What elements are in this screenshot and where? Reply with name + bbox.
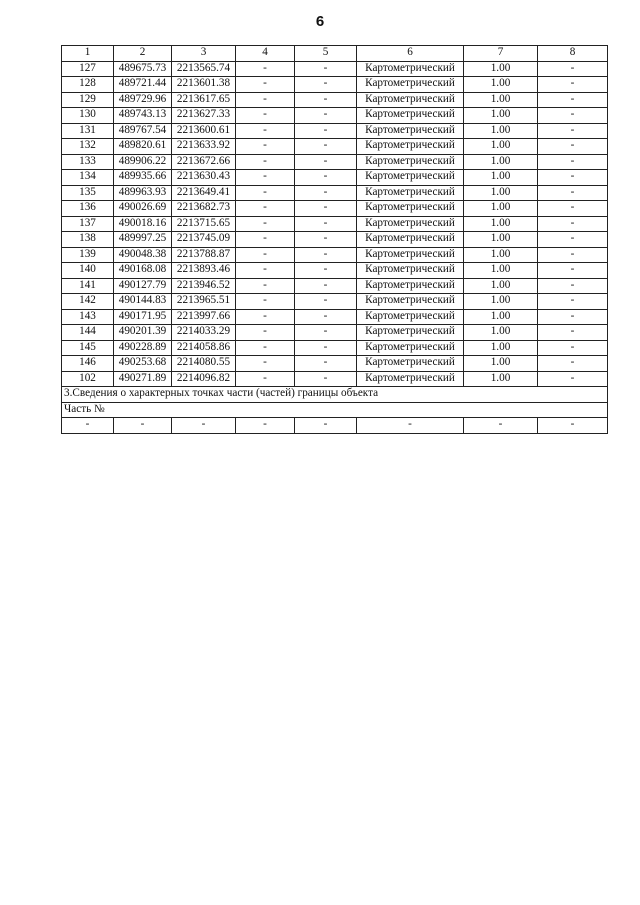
table-cell: - [295,170,357,186]
table-cell: 490253.68 [114,356,172,372]
table-cell: 135 [62,185,114,201]
section-title-row [62,387,608,403]
table-cell: 490168.08 [114,263,172,279]
table-row [62,201,608,217]
table-cell: 1.00 [464,201,538,217]
table-cell: 1.00 [464,170,538,186]
table-cell: 489963.93 [114,185,172,201]
table-row [62,92,608,108]
table-cell: Картометрический [357,371,464,387]
table-cell: Картометрический [357,77,464,93]
boundary-points-table [61,45,608,434]
table-cell: - [236,263,295,279]
table-cell: 127 [62,61,114,77]
table-cell: - [538,154,608,170]
table-cell: 489906.22 [114,154,172,170]
table-cell: - [538,61,608,77]
table-cell: 1.00 [464,340,538,356]
table-cell: Картометрический [357,278,464,294]
table-row [62,356,608,372]
empty-cell: - [295,418,357,434]
table-cell: 2213893.46 [172,263,236,279]
table-cell: - [236,123,295,139]
table-cell: 490144.83 [114,294,172,310]
table-cell: - [295,263,357,279]
table-cell: Картометрический [357,108,464,124]
table-cell: 489935.66 [114,170,172,186]
header-cell: 5 [295,46,357,62]
table-row [62,278,608,294]
table-row [62,108,608,124]
table-cell: - [236,77,295,93]
table-row [62,247,608,263]
table-row [62,216,608,232]
table-cell: Картометрический [357,170,464,186]
table-row [62,170,608,186]
empty-cell: - [62,418,114,434]
table-cell: - [295,371,357,387]
empty-row [62,418,608,434]
table-cell: 1.00 [464,232,538,248]
header-cell: 6 [357,46,464,62]
table-cell: 489767.54 [114,123,172,139]
table-cell: - [295,278,357,294]
table-cell: - [538,247,608,263]
table-cell: - [295,185,357,201]
table-cell: 128 [62,77,114,93]
table-cell: 490048.38 [114,247,172,263]
table-cell: - [236,201,295,217]
table-cell: 2214033.29 [172,325,236,341]
table-cell: 133 [62,154,114,170]
table-cell: - [295,247,357,263]
table-cell: - [236,139,295,155]
table-cell: 1.00 [464,108,538,124]
table-cell: 490018.16 [114,216,172,232]
header-cell: 8 [538,46,608,62]
table-cell: 143 [62,309,114,325]
table-cell: 1.00 [464,356,538,372]
table-cell: - [538,232,608,248]
table-cell: 1.00 [464,278,538,294]
table-cell: 102 [62,371,114,387]
table-cell: 130 [62,108,114,124]
table-cell: 136 [62,201,114,217]
table-cell: - [295,61,357,77]
table-cell: 2213672.66 [172,154,236,170]
table-row [62,185,608,201]
table-cell: 1.00 [464,185,538,201]
table-cell: - [538,77,608,93]
table-cell: - [236,309,295,325]
table-cell: 2213633.92 [172,139,236,155]
table-cell: - [295,154,357,170]
empty-cell: - [357,418,464,434]
table-cell: - [538,340,608,356]
empty-cell: - [172,418,236,434]
table-cell: 2213565.74 [172,61,236,77]
empty-cell: - [538,418,608,434]
part-label-row [62,402,608,418]
table-cell: Картометрический [357,309,464,325]
table-cell: Картометрический [357,232,464,248]
table-cell: 1.00 [464,309,538,325]
part-label: Часть № [62,402,608,418]
table-cell: - [538,108,608,124]
table-cell: - [236,294,295,310]
table-cell: - [538,201,608,217]
table-cell: - [236,232,295,248]
table-cell: - [295,232,357,248]
table-cell: - [236,247,295,263]
table-row [62,61,608,77]
table-cell: - [295,294,357,310]
table-body [62,46,608,434]
table-cell: - [236,154,295,170]
table-cell: 490271.89 [114,371,172,387]
page-number: 6 [315,13,325,30]
table-cell: - [538,263,608,279]
table-cell: - [538,139,608,155]
table-cell: 2213965.51 [172,294,236,310]
table-cell: 138 [62,232,114,248]
table-cell: Картометрический [357,92,464,108]
table-cell: - [295,77,357,93]
table-cell: - [236,371,295,387]
table-cell: - [236,108,295,124]
table-cell: - [538,185,608,201]
empty-cell: - [464,418,538,434]
table-cell: 490026.69 [114,201,172,217]
table-cell: - [538,92,608,108]
header-cell: 4 [236,46,295,62]
table-row [62,154,608,170]
table-cell: - [538,309,608,325]
table-cell: - [295,216,357,232]
table-cell: 490171.95 [114,309,172,325]
table-cell: - [236,278,295,294]
table-cell: 2213745.09 [172,232,236,248]
header-row [62,46,608,62]
table-cell: - [236,170,295,186]
table-cell: 489820.61 [114,139,172,155]
table-cell: 1.00 [464,371,538,387]
table-cell: 1.00 [464,263,538,279]
table-cell: - [538,325,608,341]
table-cell: Картометрический [357,356,464,372]
header-cell: 2 [114,46,172,62]
table-cell: 2214080.55 [172,356,236,372]
table-cell: Картометрический [357,325,464,341]
table-cell: Картометрический [357,139,464,155]
table-cell: 489743.13 [114,108,172,124]
table-cell: 139 [62,247,114,263]
table-cell: Картометрический [357,247,464,263]
table-cell: - [236,356,295,372]
table-cell: 1.00 [464,216,538,232]
table-cell: 1.00 [464,325,538,341]
table-row [62,371,608,387]
table-cell: 1.00 [464,247,538,263]
table-cell: Картометрический [357,123,464,139]
table-cell: 145 [62,340,114,356]
table-cell: Картометрический [357,185,464,201]
table-row [62,139,608,155]
table-cell: - [295,123,357,139]
table-cell: 490201.39 [114,325,172,341]
table-cell: - [538,278,608,294]
table-cell: 490228.89 [114,340,172,356]
table-cell: - [236,61,295,77]
table-cell: 142 [62,294,114,310]
table-cell: 2213788.87 [172,247,236,263]
table-cell: Картометрический [357,154,464,170]
table-cell: 1.00 [464,139,538,155]
table-cell: - [538,216,608,232]
table-cell: - [295,201,357,217]
table-cell: - [538,123,608,139]
table-cell: 1.00 [464,77,538,93]
table-cell: - [295,108,357,124]
table-cell: - [295,92,357,108]
table-cell: - [236,216,295,232]
table-cell: 2213649.41 [172,185,236,201]
table-cell: Картометрический [357,294,464,310]
table-cell: 131 [62,123,114,139]
table-cell: - [538,170,608,186]
table-cell: 2213601.38 [172,77,236,93]
table-cell: 2213617.65 [172,92,236,108]
table-cell: 2214096.82 [172,371,236,387]
table-cell: - [236,185,295,201]
table-cell: 134 [62,170,114,186]
table-cell: 129 [62,92,114,108]
table-cell: 2213715.65 [172,216,236,232]
table-cell: 2213600.61 [172,123,236,139]
table-cell: - [295,356,357,372]
header-cell: 7 [464,46,538,62]
table-cell: - [295,139,357,155]
table-cell: 146 [62,356,114,372]
table-cell: 2213630.43 [172,170,236,186]
table-row [62,309,608,325]
table-cell: 1.00 [464,123,538,139]
table-cell: 2214058.86 [172,340,236,356]
table-cell: 1.00 [464,61,538,77]
table-cell: - [295,340,357,356]
table-cell: 2213627.33 [172,108,236,124]
table-cell: - [538,371,608,387]
empty-cell: - [114,418,172,434]
table-cell: 2213997.66 [172,309,236,325]
table-cell: - [236,325,295,341]
table-row [62,123,608,139]
table-cell: 140 [62,263,114,279]
empty-cell: - [236,418,295,434]
table-row [62,77,608,93]
table-cell: - [236,92,295,108]
header-cell: 3 [172,46,236,62]
table-cell: - [295,309,357,325]
table-cell: 489729.96 [114,92,172,108]
table-cell: Картометрический [357,201,464,217]
table-row [62,232,608,248]
section-title: 3.Сведения о характерных точках части (частей) границы объекта [62,387,608,403]
table-cell: 489721.44 [114,77,172,93]
table-cell: 1.00 [464,154,538,170]
table-cell: 137 [62,216,114,232]
table-cell: 2213946.52 [172,278,236,294]
header-cell: 1 [62,46,114,62]
table-cell: 141 [62,278,114,294]
table-cell: 132 [62,139,114,155]
table-cell: 1.00 [464,294,538,310]
table-cell: Картометрический [357,340,464,356]
table-cell: 144 [62,325,114,341]
table-cell: Картометрический [357,61,464,77]
table-cell: - [236,340,295,356]
table-cell: 490127.79 [114,278,172,294]
table-cell: 2213682.73 [172,201,236,217]
table-row [62,325,608,341]
table-cell: - [538,294,608,310]
table-cell: - [295,325,357,341]
table-row [62,340,608,356]
table-row [62,294,608,310]
table-cell: - [538,356,608,372]
table-row [62,263,608,279]
table-cell: 489675.73 [114,61,172,77]
table-cell: Картометрический [357,263,464,279]
table-cell: 489997.25 [114,232,172,248]
table-cell: 1.00 [464,92,538,108]
table-cell: Картометрический [357,216,464,232]
